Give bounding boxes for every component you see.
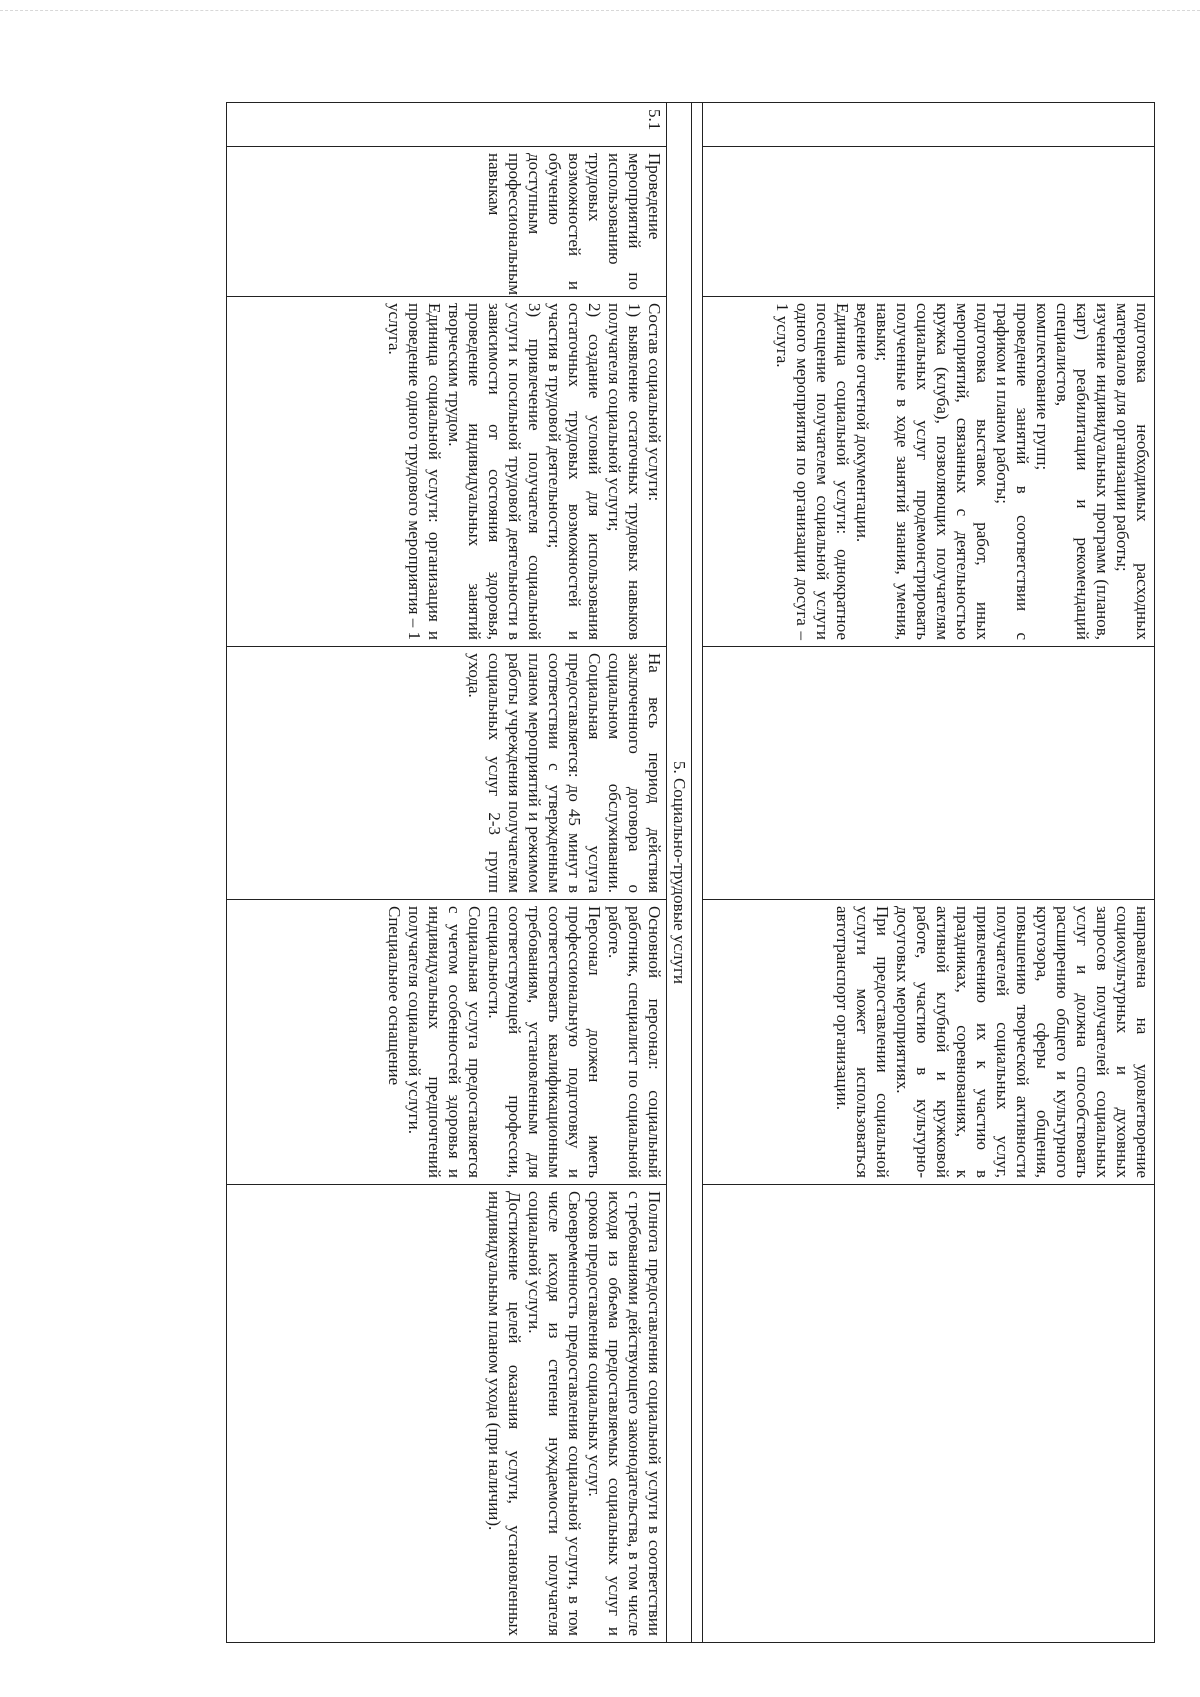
content-line: подготовка необходимых расходных материалов для организации работы; bbox=[1113, 303, 1152, 640]
content-line: 3) привлечение получателя социальной услуги к посильной трудовой деятельности в зависимости от состояния здоровья, проведение индивидуальных занятий творческим трудом. bbox=[445, 303, 544, 640]
content-line: проведение занятий в соответствии с графиком и планом работы; bbox=[993, 303, 1032, 640]
row-content bbox=[227, 297, 667, 647]
conditions-line: Персонал должен иметь профессиональную подготовку и соответствовать квалификационным требованиям, установленным для соответствующей профессии, специальности. bbox=[485, 906, 604, 1178]
content-line: Единица социальной услуги: однократное посещение получателем социальной услуги одного мероприятия по организации досуга – 1 услуга. bbox=[773, 303, 852, 640]
content-line: 2) создание условий для использования остаточных трудовых возможностей и участия в трудовой деятельности; bbox=[545, 303, 604, 640]
conditions-line: При предоставлении социальной услуги может использоваться автотранспорт организации. bbox=[833, 906, 892, 1178]
row-service-name: Проведение мероприятий по использованию трудовых возможностей и обучению доступным профессиональным навыкам bbox=[227, 147, 667, 297]
section-header-row bbox=[667, 103, 692, 1643]
quality-line: Достижение целей оказания услуги, установленных индивидуальным планом ухода (при наличии). bbox=[485, 1191, 524, 1636]
section-title: 5. Социально-трудовые услуги bbox=[667, 103, 692, 1643]
content-line: Единица социальной услуги: организация и проведение одного трудового мероприятия – 1 услуга. bbox=[385, 303, 444, 640]
services-table bbox=[226, 102, 1155, 1643]
row-term: На весь период действия заключенного договора о социальном обслуживании. Социальная услуга предоставляется: до 45 минут в соответствии с утвержденным планом мероприятий и режимом работы учреждения получателям социальных услуг 2-3 групп ухода. bbox=[227, 647, 667, 900]
cell-name-empty bbox=[703, 147, 1155, 297]
row-conditions bbox=[227, 900, 667, 1185]
table-row-continuation bbox=[703, 103, 1155, 1643]
conditions-line: Основной персонал: социальный работник, специалист по социальной работе. bbox=[605, 906, 664, 1178]
content-line: Состав социальной услуги: bbox=[645, 303, 664, 502]
content-line: 1) выявление остаточных трудовых навыков получателя социальной услуги; bbox=[605, 303, 644, 640]
cell-term-empty bbox=[703, 647, 1155, 900]
conditions-line: направлена на удовлетворение социокультурных и духовных запросов получателей социальных услуг и должна способствовать расширению общего и культурного кругозора, сферы общения, повышению творческой активности получателей социальных услуг, привлечению их к участию в праздниках, соревнованиях, к активной клубной и кружковой работе, участию в культурно-досуговых мероприятиях. bbox=[893, 906, 1152, 1178]
table-gap bbox=[692, 103, 703, 1643]
content-line: подготовка выставок работ, иных мероприятий, связанных с деятельностью кружка (клуба), позволяющих получателям социальных услуг продемонстрировать полученные в ходе занятий знания, умения, навыки; bbox=[873, 303, 992, 640]
cell-quality-empty bbox=[703, 1185, 1155, 1643]
rotated-table-block bbox=[55, 102, 1155, 1642]
cell-number-empty bbox=[703, 103, 1155, 147]
conditions-line: Социальная услуга предоставляется с учетом особенностей здоровья и индивидуальных предпочтений получателя социальной услуги. bbox=[405, 906, 484, 1178]
quality-line: Полнота предоставления социальной услуги в соответствии с требованиями действующего законодательства, в том числе исходя из объема предоставляемых социальных услуг и сроков предоставления социальных услуг. bbox=[585, 1191, 664, 1636]
conditions-line: Специальное оснащение bbox=[385, 906, 404, 1086]
row-number: 5.1 bbox=[227, 103, 667, 147]
quality-line: Своевременность предоставления социальной услуги, в том числе исходя из степени нуждаемости получателя социальной услуги. bbox=[525, 1191, 584, 1636]
content-line: ведение отчетной документации. bbox=[853, 303, 872, 543]
content-line: комплектование групп; bbox=[1033, 303, 1052, 471]
cell-content bbox=[703, 297, 1155, 647]
cell-conditions bbox=[703, 900, 1155, 1185]
content-line: изучение индивидуальных программ (планов, карт) реабилитации и рекомендаций специалистов, bbox=[1053, 303, 1112, 640]
row-quality bbox=[227, 1185, 667, 1643]
table-row-5-1 bbox=[227, 103, 667, 1643]
